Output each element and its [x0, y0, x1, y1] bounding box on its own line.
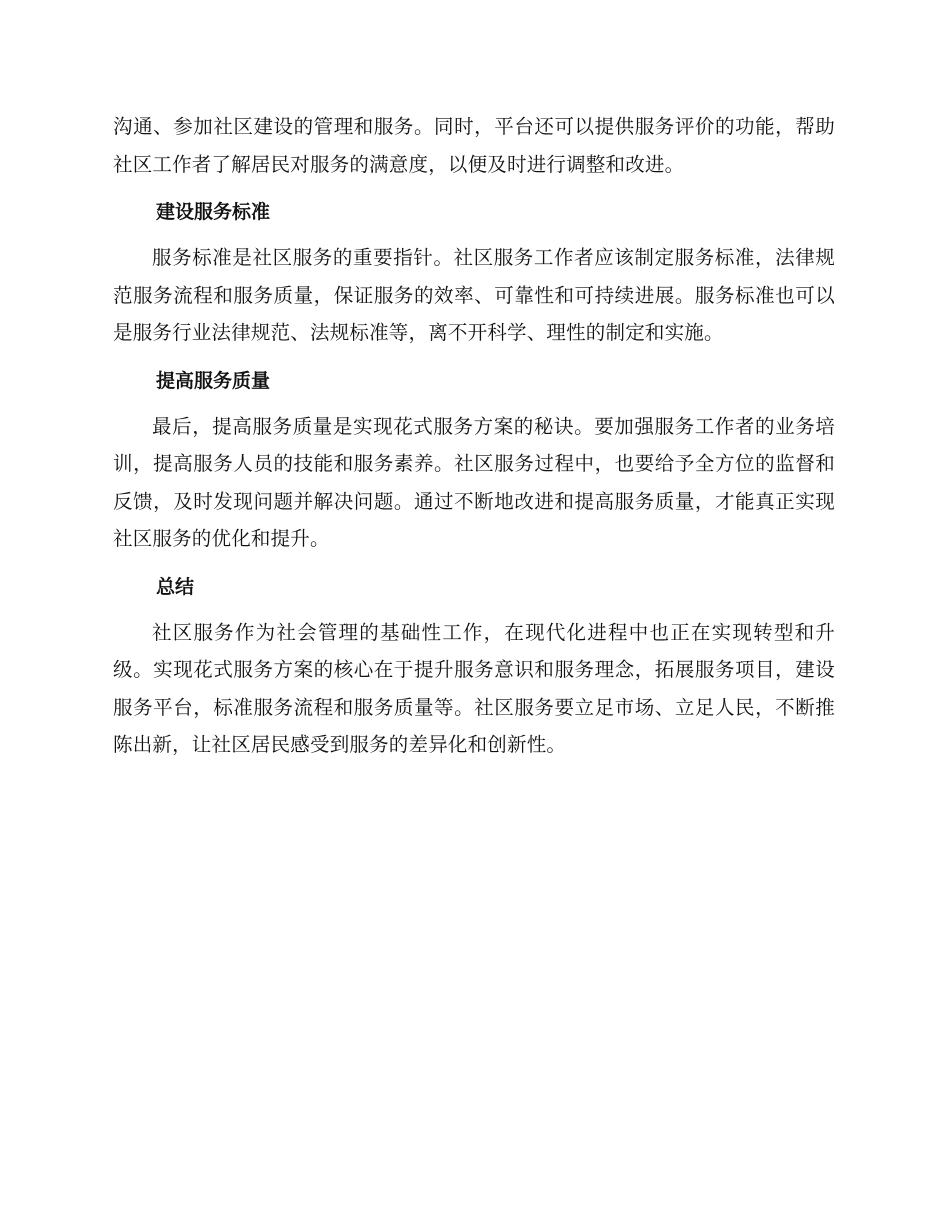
section-paragraph-summary: 社区服务作为社会管理的基础性工作，在现代化进程中也正在实现转型和升级。实现花式服务方案的核心在于提升服务意识和服务理念，拓展服务项目，建设服务平台，标准服务流程和服务质量等。社区服务要立足市场、立足人民，不断推陈出新，让社区居民感受到服务的差异化和创新性。 — [113, 620, 835, 756]
intro-paragraph: 沟通、参加社区建设的管理和服务。同时，平台还可以提供服务评价的功能，帮助社区工作者了解居民对服务的满意度，以便及时进行调整和改进。 — [113, 115, 835, 176]
document-page — [113, 108, 835, 764]
section-heading-service-standards: 建设服务标准 — [156, 201, 271, 223]
section-paragraph-service-standards: 服务标准是社区服务的重要指针。社区服务工作者应该制定服务标准，法律规范服务流程和服务质量，保证服务的效率、可靠性和可持续进展。服务标准也可以是服务行业法律规范、法规标准等，离不开科学、理性的制定和实施。 — [113, 246, 835, 344]
section-heading-service-quality: 提高服务质量 — [156, 369, 271, 392]
section-paragraph-service-quality: 最后，提高服务质量是实现花式服务方案的秘诀。要加强服务工作者的业务培训，提高服务人员的技能和服务素养。社区服务过程中，也要给予全方位的监督和反馈，及时发现问题并解决问题。通过不断地改进和提高服务质量，才能真正实现社区服务的优化和提升。 — [113, 414, 835, 550]
section-heading-summary: 总结 — [156, 575, 195, 598]
